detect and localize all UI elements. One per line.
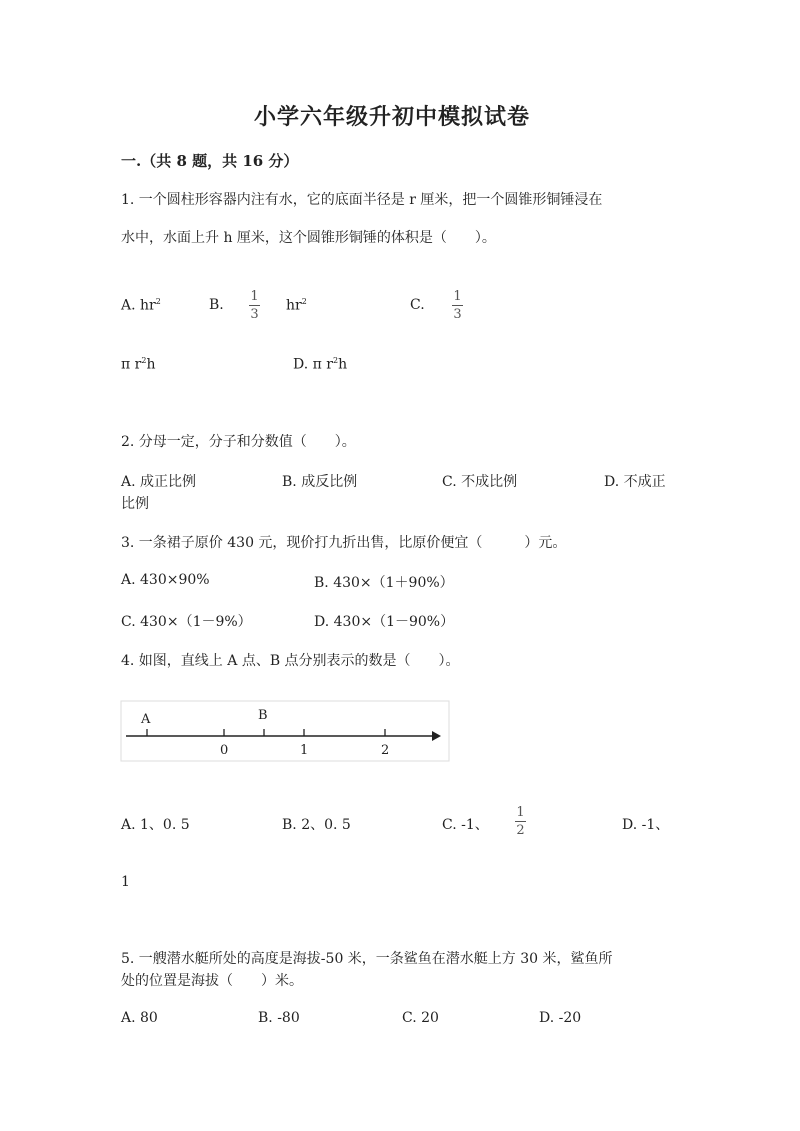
label-b: B [258,708,268,723]
fraction-numerator: 1 [453,289,462,304]
question-3-line-1: 3. 一条裙子原价 430 元，现价打九折出售，比原价便宜（ ）元。 [121,535,567,551]
question-4-option-d[interactable]: D. -1、 [622,817,670,833]
option-d-text: D. π r [293,356,333,373]
question-1-option-c-label[interactable]: C. [410,297,425,313]
option-d-exponent: 2 [332,356,339,365]
question-5-option-d[interactable]: D. -20 [539,1010,582,1026]
option-b-text: hr [286,297,302,314]
question-5-option-a[interactable]: A. 80 [121,1010,158,1026]
question-4-line-1: 4. 如图，直线上 A 点、B 点分别表示的数是（ ）。 [121,653,460,669]
question-2-option-a[interactable]: A. 成正比例 [121,474,197,490]
question-2-option-d[interactable]: D. 不成正 [604,474,666,490]
fraction-numerator: 1 [250,289,259,304]
option-b-exponent: 2 [301,297,307,306]
question-4-option-c[interactable]: C. -1、 [442,817,489,833]
question-1-option-a[interactable] [121,297,161,314]
fraction-bar [452,305,463,306]
question-4-option-c-fraction [515,805,526,838]
question-5-option-c[interactable]: C. 20 [402,1010,439,1026]
question-3-option-c[interactable]: C. 430×（1－9%） [121,614,252,630]
question-1-line-1: 1. 一个圆柱形容器内注有水，它的底面半径是 r 厘米，把一个圆锥形铜锤浸在 [121,192,603,208]
question-2-line-1: 2. 分母一定，分子和分数值（ ）。 [121,434,356,450]
question-4-option-a[interactable]: A. 1、0. 5 [121,817,190,833]
fraction-numerator: 1 [516,805,525,820]
question-2-option-b[interactable]: B. 成反比例 [282,474,358,490]
question-3-option-b[interactable]: B. 430×（1＋90%） [314,575,454,591]
question-4-option-d-continued: 1 [121,874,130,890]
tick-label-0: 0 [220,743,229,758]
tick-label-2: 2 [381,743,390,758]
fraction-denominator: 3 [453,307,462,322]
label-a: A [141,712,151,727]
question-2-option-c[interactable]: C. 不成比例 [442,474,518,490]
question-3-option-d[interactable]: D. 430×（1－90%） [314,614,455,630]
question-5-line-1: 5. 一艘潜水艇所处的高度是海拔-50 米，一条鲨鱼在潜水艇上方 30 米，鲨鱼所 [121,951,613,967]
figure-border [121,701,449,761]
question-1-option-b-label[interactable]: B. [209,297,224,313]
question-1-option-c-fraction [452,289,463,322]
fraction-bar [249,305,260,306]
question-1-option-b-text [286,297,307,314]
arrow-head-icon [432,731,441,741]
page-title: 小学六年级升初中模拟试卷 [254,104,531,130]
option-c-end: h [146,356,156,373]
section-heading: 一.（共 8 题，共 16 分） [121,152,299,170]
question-2-option-d-continued: 比例 [121,496,149,512]
fraction-bar [515,821,526,822]
tick-label-1: 1 [300,743,309,758]
question-1-option-b-fraction [249,289,260,322]
question-1-line-2: 水中，水面上升 h 厘米，这个圆锥形铜锤的体积是（ ）。 [121,230,496,246]
question-1-option-d[interactable] [293,356,347,373]
option-c-text: π r [121,356,142,373]
question-4-option-b[interactable]: B. 2、0. 5 [282,817,351,833]
fraction-denominator: 2 [516,823,525,838]
option-d-end: h [338,356,348,373]
option-a-exponent: 2 [155,297,161,306]
fraction-denominator: 3 [250,307,259,322]
option-c-exponent: 2 [141,356,147,365]
question-5-line-2: 处的位置是海拔（ ）米。 [121,973,303,989]
question-5-option-b[interactable]: B. -80 [258,1010,300,1026]
question-3-option-a[interactable]: A. 430×90% [121,572,210,588]
question-1-option-c-continued [121,356,155,373]
option-a-text: A. hr [121,297,156,314]
number-line-figure [120,700,450,762]
